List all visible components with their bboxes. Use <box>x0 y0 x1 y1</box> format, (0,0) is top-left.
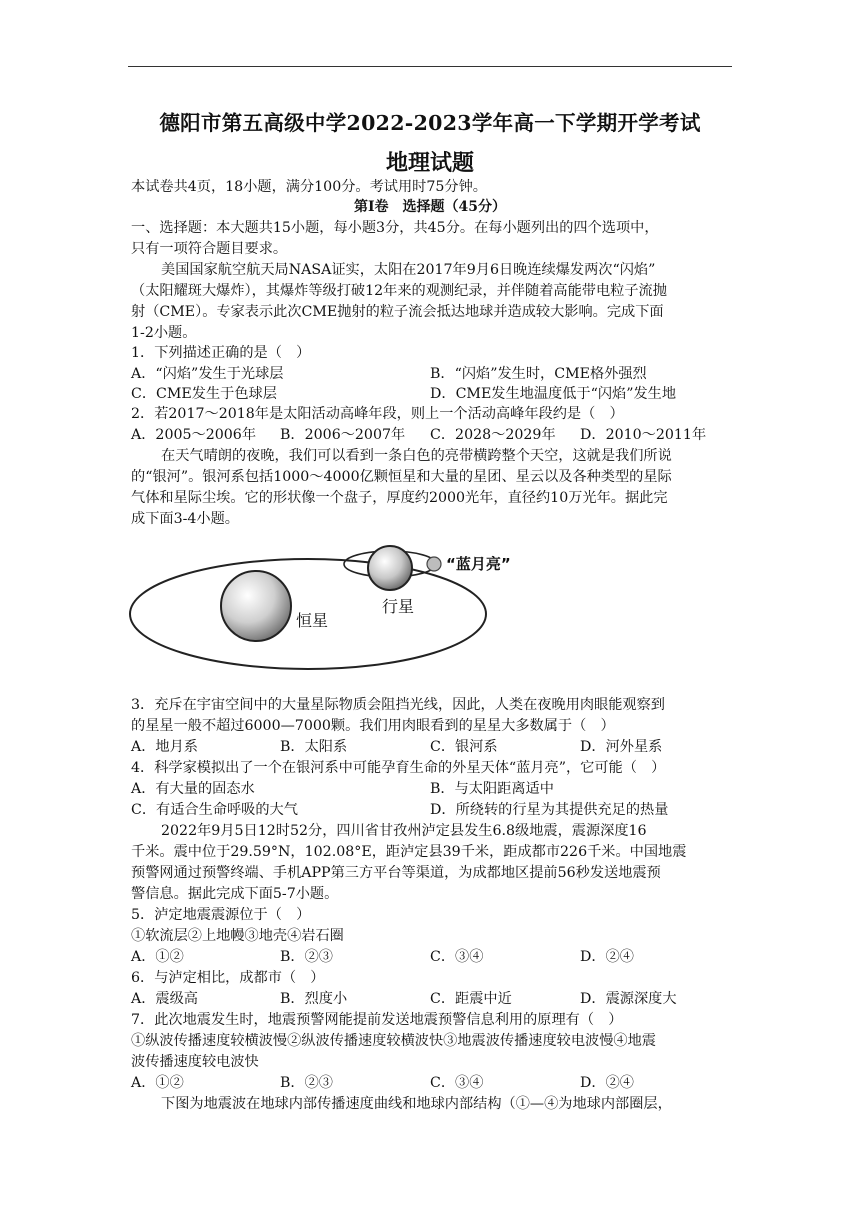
passage-line: 下图为地震波在地球内部传播速度曲线和地球内部结构（①—④为地球内部圈层， <box>161 1096 672 1112</box>
star-icon <box>221 571 291 641</box>
question-stem: 的星星一般不超过6000—7000颗。我们用肉眼看到的星星大多数属于（ ） <box>131 718 615 734</box>
passage-line: 的“银河”。银河系包括1000～4000亿颗恒星和大量的星团、星云以及各种类型的星际 <box>131 469 672 485</box>
instruction-line: 只有一项符合题目要求。 <box>131 241 288 257</box>
option-a: A．“闪焰”发生于光球层 <box>131 366 284 382</box>
moon-icon <box>427 557 441 571</box>
option-c: C．有适合生命呼吸的大气 <box>131 802 298 818</box>
passage-line: 射（CME）。专家表示此次CME抛射的粒子流会抵达地球并造成较大影响。完成下面 <box>131 304 664 320</box>
question-stem: 4．科学家模拟出了一个在银河系中可能孕育生命的外星天体“蓝月亮”，它可能（ ） <box>131 760 666 776</box>
option-d: D．所绕转的行星为其提供充足的热量 <box>430 802 669 818</box>
option-b: B．“闪焰”发生时，CME格外强烈 <box>430 366 647 382</box>
passage-line: 2022年9月5日12时52分，四川省甘孜州泸定县发生6.8级地震，震源深度16 <box>161 823 647 839</box>
planet-label: 行星 <box>382 597 415 616</box>
question-stem: 3．充斥在宇宙空间中的大量星际物质会阻挡光线，因此，人类在夜晚用肉眼能观察到 <box>131 697 665 713</box>
header-rule <box>128 66 732 67</box>
option-c: C．CME发生于色球层 <box>131 386 277 402</box>
option-b: B．2006～2007年 <box>280 427 406 443</box>
instruction-line: 一、选择题：本大题共15小题，每小题3分，共45分。在每小题列出的四个选项中， <box>131 220 659 236</box>
option-a: A．地月系 <box>131 739 198 755</box>
option-c: C．③④ <box>430 1075 484 1091</box>
option-d: D．河外星系 <box>580 739 663 755</box>
option-a: A．①② <box>131 1075 184 1091</box>
passage-line: （太阳耀斑大爆炸），其爆炸等级打破12年来的观测纪录，并伴随着高能带电粒子流抛 <box>131 283 667 299</box>
option-a: A．有大量的固态水 <box>131 781 255 797</box>
option-c: C．③④ <box>430 949 484 965</box>
passage-line: 在天气晴朗的夜晚，我们可以看到一条白色的亮带横跨整个天空，这就是我们所说 <box>161 448 672 464</box>
question-stem: 1．下列描述正确的是（ ） <box>131 345 311 361</box>
option-c: C．距震中近 <box>430 991 512 1007</box>
option-b: B．与太阳距离适中 <box>430 781 554 797</box>
passage-line: 预警网通过预警终端、手机APP第三方平台等渠道，为成都地区提前56秒发送地震预 <box>131 865 661 881</box>
passage-line: 警信息。据此完成下面5-7小题。 <box>131 886 339 902</box>
question-stem: 2．若2017～2018年是太阳活动高峰年段，则上一个活动高峰年段约是（ ） <box>131 406 624 422</box>
option-c: C．银河系 <box>430 739 498 755</box>
option-c: C．2028～2029年 <box>430 427 556 443</box>
question-stem: 7．此次地震发生时，地震预警网能提前发送地震预警信息利用的原理有（ ） <box>131 1012 623 1028</box>
option-d: D．2010～2011年 <box>580 427 707 443</box>
question-items: ①软流层②上地幔③地壳④岩石圈 <box>131 928 344 944</box>
passage-line: 千米。震中位于29.59°N，102.08°E，距泸定县39千米，距成都市226千米。中国地震 <box>131 844 687 860</box>
exam-title: 德阳市第五高级中学2022-2023学年高一下学期开学考试 <box>159 111 701 135</box>
passage-line: 美国国家航空航天局NASA证实，太阳在2017年9月6日晚连续爆发两次“闪焰” <box>161 262 656 278</box>
star-planet-diagram <box>128 538 548 672</box>
option-b: B．②③ <box>280 1075 333 1091</box>
passage-line: 成下面3-4小题。 <box>131 511 239 527</box>
section-heading: 第Ⅰ卷 选择题（45分） <box>353 199 507 215</box>
option-d: D．②④ <box>580 949 634 965</box>
option-b: B．②③ <box>280 949 333 965</box>
question-stem: 6．与泸定相比，成都市（ ） <box>131 970 325 986</box>
option-a: A．震级高 <box>131 991 198 1007</box>
passage-line: 气体和星际尘埃。它的形状像一个盘子，厚度约2000光年，直径约10万光年。据此完 <box>131 490 668 506</box>
passage-line: 1-2小题。 <box>131 325 197 341</box>
option-b: B．烈度小 <box>280 991 348 1007</box>
option-d: D．震源深度大 <box>580 991 677 1007</box>
option-b: B．太阳系 <box>280 739 348 755</box>
star-label: 恒星 <box>296 611 329 630</box>
planet-icon <box>368 546 412 590</box>
question-items: ①纵波传播速度较横波慢②纵波传播速度较横波快③地震波传播速度较电波慢④地震 <box>131 1033 656 1049</box>
option-d: D．②④ <box>580 1075 634 1091</box>
exam-intro: 本试卷共4页，18小题，满分100分。考试用时75分钟。 <box>131 179 487 195</box>
option-a: A．2005～2006年 <box>131 427 257 443</box>
moon-label: “蓝月亮” <box>446 555 511 573</box>
question-items: 波传播速度较电波快 <box>131 1054 259 1070</box>
option-d: D．CME发生地温度低于“闪焰”发生地 <box>430 386 677 402</box>
exam-subtitle: 地理试题 <box>385 150 474 176</box>
question-stem: 5．泸定地震震源位于（ ） <box>131 907 311 923</box>
option-a: A．①② <box>131 949 184 965</box>
